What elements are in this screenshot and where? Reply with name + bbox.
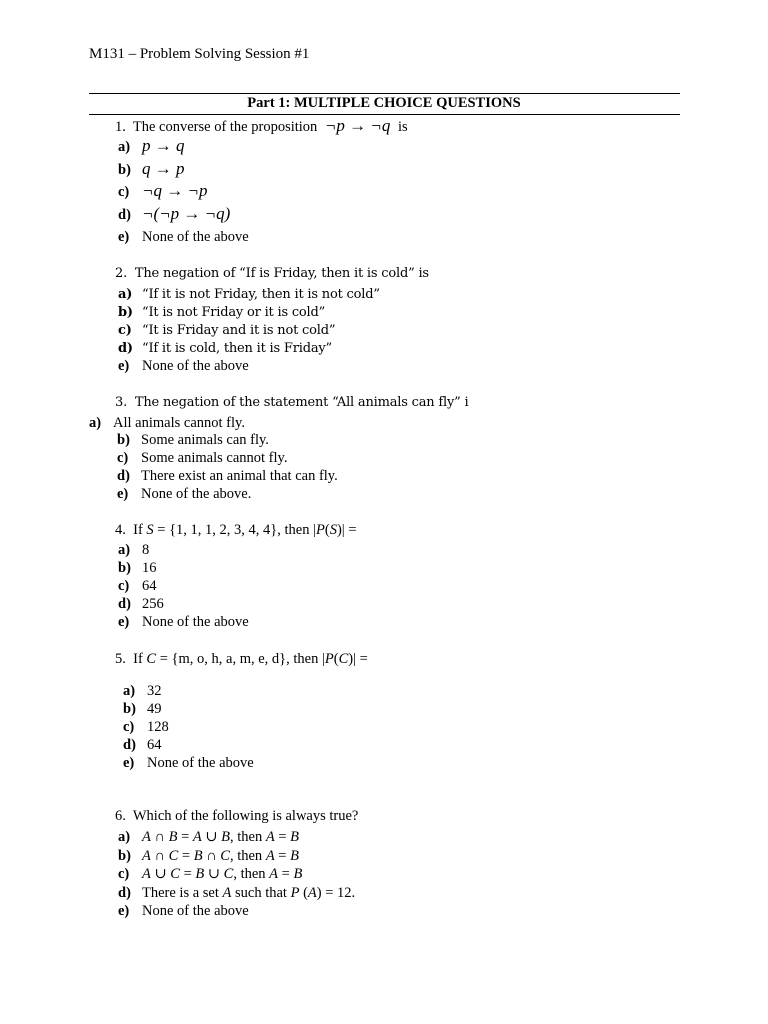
- question-text: )| =: [348, 651, 368, 667]
- option-text: A ∪ C = B ∪ C, then A = B: [142, 866, 303, 882]
- option-label: e): [118, 614, 130, 630]
- option-text: Some animals cannot fly.: [141, 450, 288, 466]
- option-label: e): [118, 903, 130, 919]
- option-4e: [118, 614, 249, 631]
- option-text: None of the above: [147, 755, 254, 771]
- option-5e: [123, 755, 254, 772]
- option-text: None of the above: [142, 614, 249, 630]
- option-3c: [117, 450, 287, 467]
- option-text: “It is not Friday or it is cold”: [142, 305, 326, 320]
- question-text: If: [133, 651, 147, 667]
- option-label: a): [118, 139, 131, 155]
- question-text: Which of the following is always true?: [132, 808, 359, 824]
- question-math: ¬p → ¬q: [324, 116, 391, 135]
- option-1a: [118, 136, 185, 156]
- question-2-stem: [115, 266, 429, 281]
- question-4-stem: [115, 522, 357, 539]
- set-symbol: S: [146, 522, 154, 538]
- option-text: q → p: [142, 159, 185, 178]
- option-label: e): [118, 358, 130, 374]
- option-text: “If it is cold, then it is Friday”: [142, 341, 332, 356]
- option-label: a): [89, 415, 102, 431]
- option-label: b): [118, 848, 131, 864]
- question-text: The converse of the proposition: [132, 119, 318, 135]
- option-label: c): [118, 184, 130, 200]
- powerset-symbol: P: [324, 651, 334, 667]
- bottom-rule: [89, 114, 680, 115]
- option-label: b): [118, 162, 131, 178]
- option-3a: [89, 415, 245, 432]
- page-header: M131 – Problem Solving Session #1: [89, 46, 310, 62]
- option-6b: [118, 848, 299, 865]
- set-symbol: C: [338, 651, 349, 667]
- option-label: c): [123, 719, 135, 735]
- question-1-stem: [115, 116, 408, 136]
- set-symbol: C: [146, 651, 157, 667]
- option-label: b): [123, 701, 136, 717]
- option-label: b): [117, 432, 130, 448]
- option-6e: [118, 903, 249, 920]
- question-5-stem: [115, 651, 368, 668]
- option-text: There is a set A such that P (A) = 12.: [142, 885, 356, 901]
- question-number: 3.: [115, 395, 128, 410]
- option-5b: [123, 701, 162, 718]
- option-text: “It is Friday and it is not cold”: [142, 323, 336, 338]
- option-label: e): [117, 486, 129, 502]
- option-5a: [123, 683, 162, 700]
- question-text: is: [398, 119, 408, 135]
- question-number: 5.: [115, 651, 126, 667]
- option-2a: [118, 287, 380, 302]
- option-text: A ∩ B = A ∪ B, then A = B: [142, 829, 300, 845]
- question-text: )| =: [336, 522, 357, 538]
- option-text: 32: [147, 683, 162, 699]
- option-label: d): [118, 207, 131, 223]
- option-text: None of the above.: [141, 486, 252, 502]
- option-text: ¬(¬p → ¬q): [142, 204, 231, 223]
- option-label: a): [118, 287, 133, 302]
- question-number: 4.: [115, 522, 126, 538]
- option-label: a): [118, 829, 131, 845]
- option-label: c): [118, 578, 130, 594]
- option-text: There exist an animal that can fly.: [141, 468, 338, 484]
- question-text: The negation of the statement “All animals can fly” i: [134, 395, 469, 410]
- option-label: b): [118, 305, 133, 320]
- option-1d: [118, 204, 230, 224]
- option-4b: [118, 560, 157, 577]
- option-label: d): [123, 737, 136, 753]
- question-text: (: [324, 522, 330, 538]
- option-text: 8: [142, 542, 150, 558]
- option-6c: [118, 866, 302, 883]
- question-text: = {m, o, h, a, m, e, d}, then |: [156, 651, 325, 667]
- option-text: “If it is not Friday, then it is not cold”: [142, 287, 380, 302]
- option-4c: [118, 578, 157, 595]
- option-text: p → q: [142, 136, 185, 155]
- option-text: 128: [147, 719, 169, 735]
- option-label: c): [118, 866, 130, 882]
- option-label: b): [118, 560, 131, 576]
- set-symbol: S: [329, 522, 337, 538]
- option-2e: [118, 358, 249, 375]
- option-text: 256: [142, 596, 164, 612]
- option-text: None of the above: [142, 358, 249, 374]
- option-5c: [123, 719, 169, 736]
- option-label: e): [123, 755, 135, 771]
- top-rule: [89, 93, 680, 94]
- option-text: All animals cannot fly.: [113, 415, 245, 431]
- option-text: ¬q → ¬p: [142, 181, 208, 200]
- option-text: A ∩ C = B ∩ C, then A = B: [142, 848, 299, 864]
- question-text: (: [333, 651, 339, 667]
- option-5d: [123, 737, 162, 754]
- option-text: 64: [142, 578, 157, 594]
- option-1b: [118, 159, 185, 179]
- option-label: c): [118, 323, 132, 338]
- option-4d: [118, 596, 164, 613]
- option-3d: [117, 468, 338, 485]
- part-title: Part 1: MULTIPLE CHOICE QUESTIONS: [247, 95, 521, 111]
- option-text: 49: [147, 701, 162, 717]
- option-1c: [118, 181, 207, 201]
- option-label: a): [123, 683, 136, 699]
- option-label: d): [117, 468, 130, 484]
- question-number: 2.: [115, 266, 128, 281]
- option-text: 64: [147, 737, 162, 753]
- option-2c: [118, 323, 335, 338]
- option-label: d): [118, 596, 131, 612]
- option-2b: [118, 305, 325, 320]
- option-2d: [118, 341, 332, 356]
- option-text: 16: [142, 560, 157, 576]
- question-text: = {1, 1, 1, 2, 3, 4, 4}, then |: [153, 522, 317, 538]
- question-6-stem: [115, 808, 358, 825]
- option-label: c): [117, 450, 129, 466]
- option-label: d): [118, 341, 133, 356]
- question-number: 6.: [115, 808, 126, 824]
- option-label: d): [118, 885, 131, 901]
- option-label: a): [118, 542, 131, 558]
- option-4a: [118, 542, 149, 559]
- question-text: The negation of “If is Friday, then it is cold” is: [134, 266, 429, 281]
- option-6d: [118, 885, 355, 902]
- option-text: None of the above: [142, 229, 249, 245]
- option-1e: [118, 229, 249, 246]
- option-label: e): [118, 229, 130, 245]
- option-6a: [118, 829, 299, 846]
- option-text: None of the above: [142, 903, 249, 919]
- powerset-symbol: P: [316, 522, 325, 538]
- question-text: If: [133, 522, 147, 538]
- question-3-stem: [115, 395, 468, 410]
- question-number: 1.: [115, 119, 126, 135]
- option-3b: [117, 432, 269, 449]
- option-3e: [117, 486, 251, 503]
- option-text: Some animals can fly.: [141, 432, 269, 448]
